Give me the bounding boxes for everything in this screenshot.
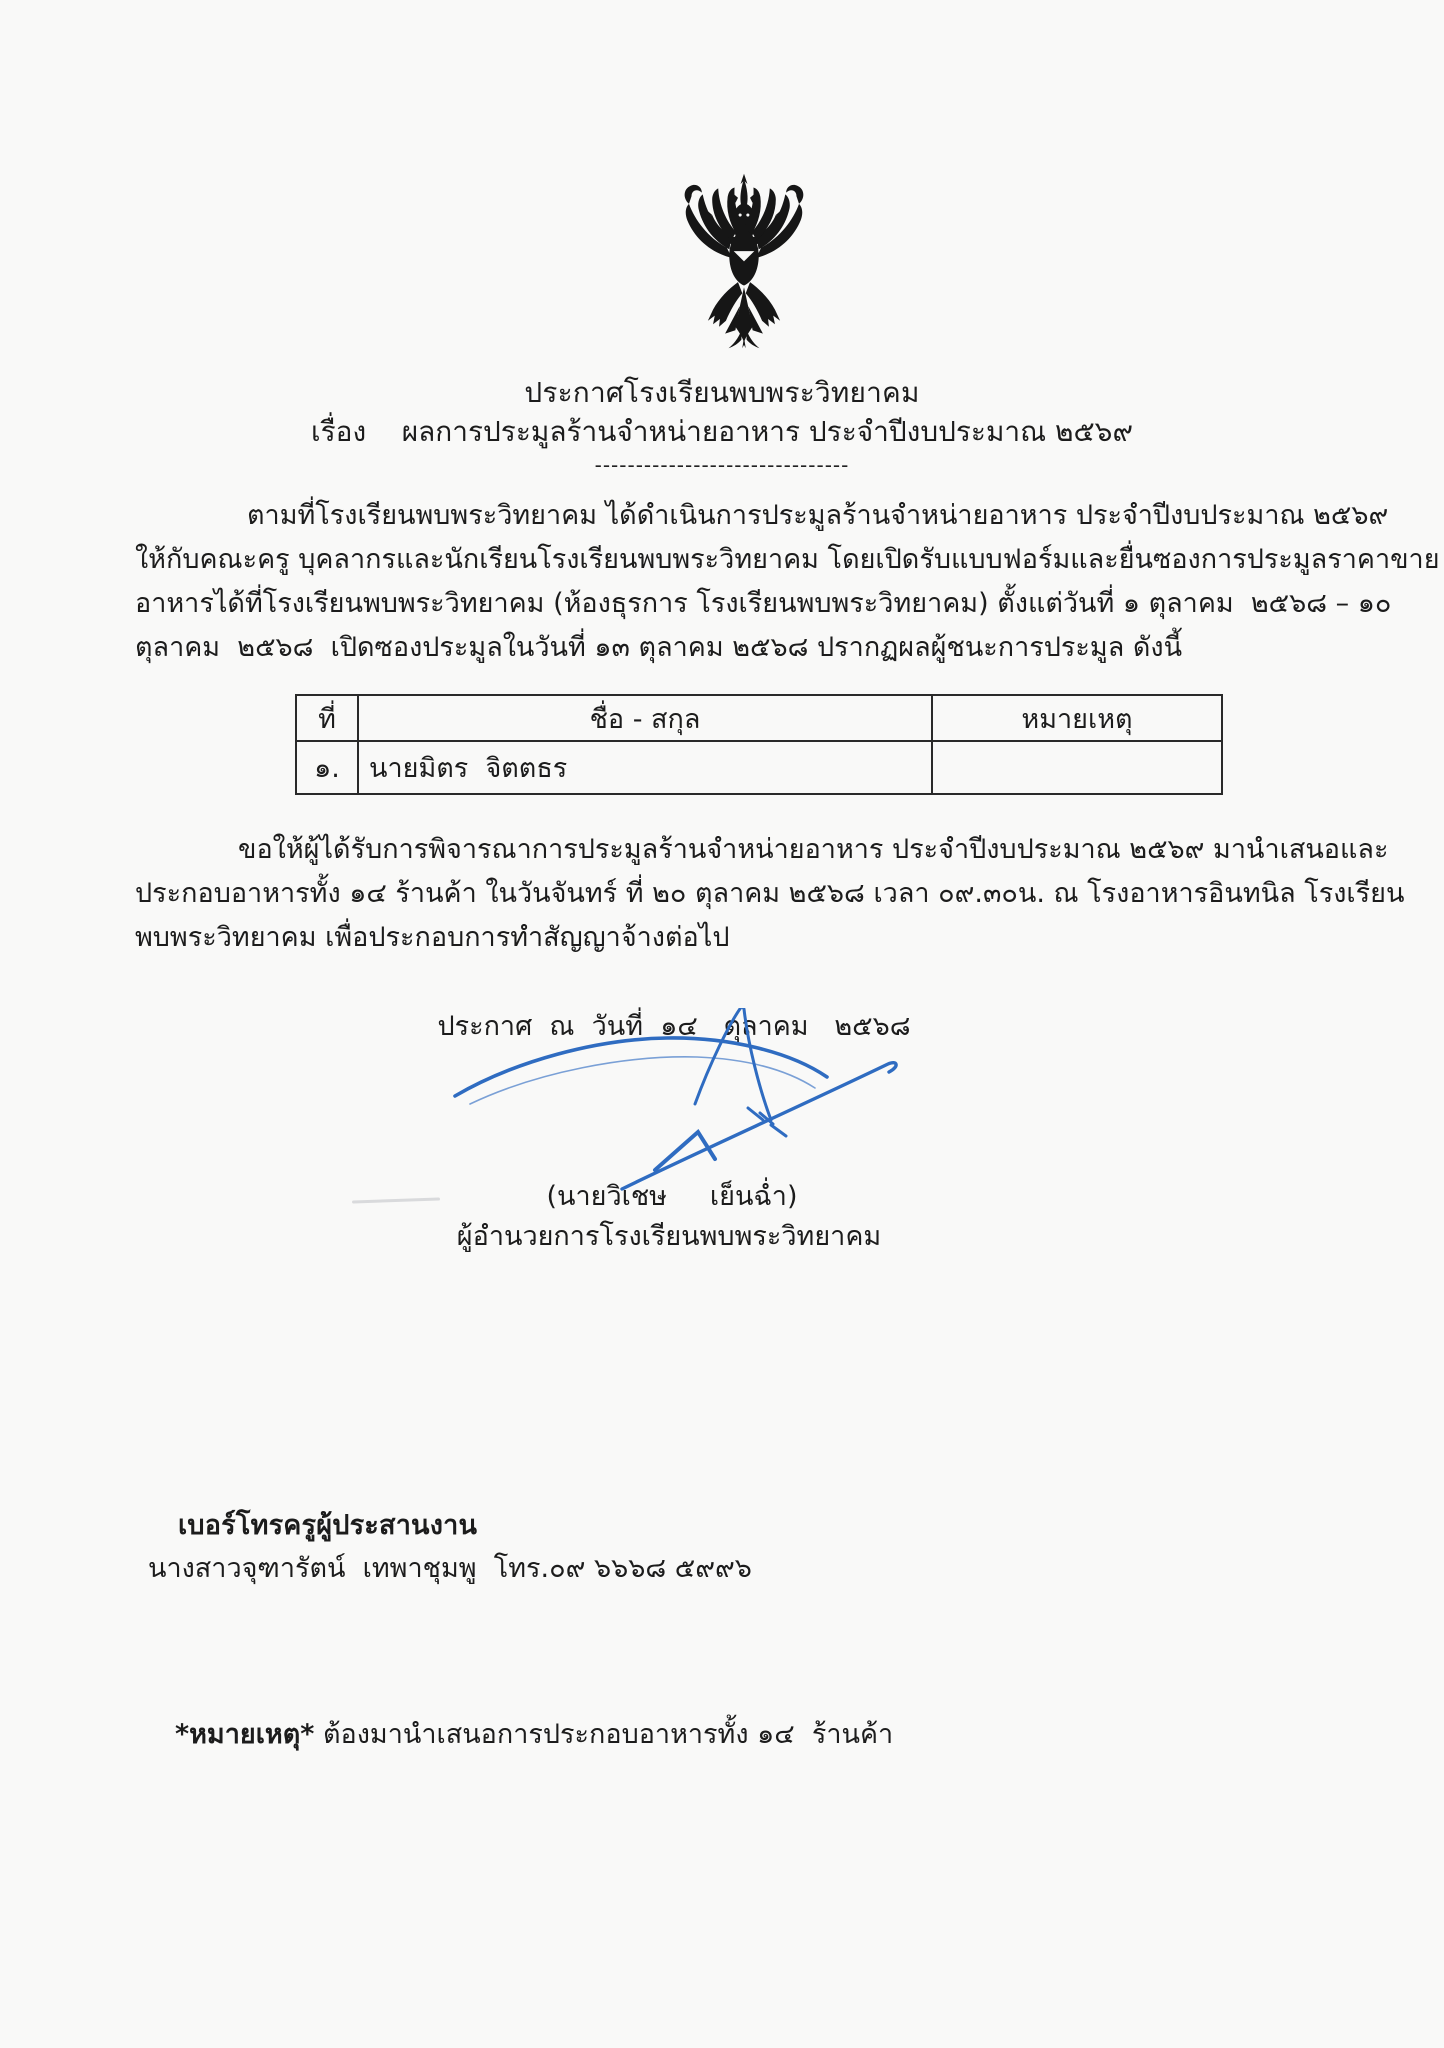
contact-label: เบอร์โทรครูผู้ประสานงาน [178, 1510, 478, 1541]
signer-title-line [0, 1214, 1391, 1257]
paragraph-line: ให้กับคณะครู บุคลากรและนักเรียนโรงเรียนพบพระวิทยาคม โดยเปิดรับแบบฟอร์มและยื่นซองการประมูลราคาขาย [135, 544, 1440, 575]
signer-name: (นายวิเชษ เย็นฉ่ำ) [546, 1181, 798, 1212]
paragraph-line: ขอให้ผู้ได้รับการพิจารณาการประมูลร้านจำหน่ายอาหาร ประจำปีงบประมาณ ๒๕๖๙ มานำเสนอและ [238, 834, 1389, 865]
footnote-text: ต้องมานำเสนอการประกอบอาหารทั้ง ๑๔ ร้านค้า [314, 1719, 894, 1750]
footnote-label: *หมายเหตุ* [175, 1719, 315, 1750]
paragraph-2 [135, 828, 1405, 960]
paragraph-line: ประกอบอาหารทั้ง ๑๔ ร้านค้า ในวันจันทร์ ที่ ๒๐ ตุลาคม ๒๕๖๘ เวลา ๐๙.๓๐น. ณ โรงอาหารอินทนิล โรงเรียน [135, 878, 1405, 909]
paragraph-line: ตุลาคม ๒๕๖๘ เปิดซองประมูลในวันที่ ๑๓ ตุลาคม ๒๕๖๘ ปรากฏผลผู้ชนะการประมูล ดังนี้ [135, 632, 1183, 663]
header-remark: หมายเหตุ [932, 695, 1222, 741]
garuda-emblem-icon [658, 172, 830, 350]
signer-title: ผู้อำนวยการโรงเรียนพบพระวิทยาคม [456, 1221, 882, 1252]
signature-ink [365, 1008, 925, 1200]
document-title: ประกาศโรงเรียนพบพระวิทยาคม [524, 376, 920, 409]
cell-no: ๑. [296, 741, 358, 794]
header-no: ที่ [296, 695, 358, 741]
paragraph-line: อาหารได้ที่โรงเรียนพบพระวิทยาคม (ห้องธุรการ โรงเรียนพบพระวิทยาคม) ตั้งแต่วันที่ ๑ ตุลาคม ๒๕๖๘ – ๑๐ [135, 588, 1392, 619]
cell-name: นายมิตร จิตตธร [358, 741, 932, 794]
document-subject: เรื่อง ผลการประมูลร้านจำหน่ายอาหาร ประจำปีงบประมาณ ๒๕๖๙ [311, 415, 1133, 448]
table-row [296, 741, 1222, 794]
paragraph-line: ตามที่โรงเรียนพบพระวิทยาคม ได้ดำเนินการประมูลร้านจำหน่ายอาหาร ประจำปีงบประมาณ ๒๕๖๙ [247, 500, 1389, 531]
auction-winner-table [295, 694, 1223, 795]
contact-info: นางสาวจุฑารัตน์ เทพาชุมพู โทร.๐๙ ๖๖๖๘ ๕๙๙๖ [148, 1553, 752, 1584]
separator-dashes: ------------------------------- [594, 453, 850, 477]
paragraph-1 [135, 494, 1440, 670]
footnote [175, 1712, 893, 1755]
signer-name-line [0, 1174, 1394, 1217]
announcement-date: ประกาศ ณ วันที่ ๑๔ ตุลาคม ๒๕๖๘ [437, 1011, 911, 1042]
paragraph-line: พบพระวิทยาคม เพื่อประกอบการทำสัญญาจ้างต่อไป [135, 922, 730, 953]
table-header-row [296, 695, 1222, 741]
cell-remark [932, 741, 1222, 794]
header-name: ชื่อ - สกุล [358, 695, 932, 741]
